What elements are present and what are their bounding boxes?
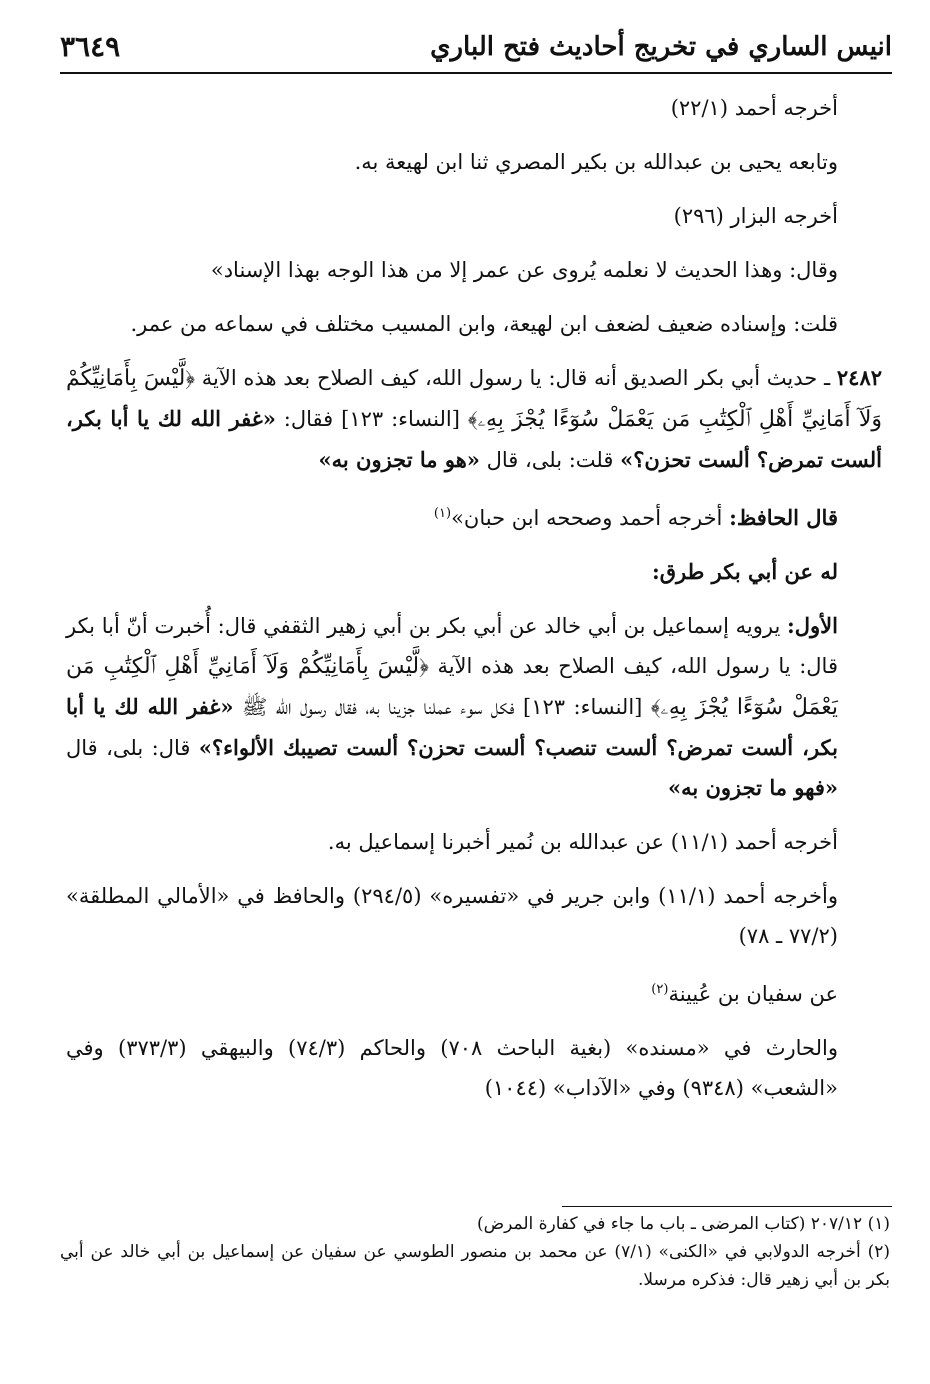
text-line: أخرجه أحمد (٢٢/١)	[670, 96, 838, 120]
hadith-intro: ـ حديث أبي بكر الصديق أنه قال: يا رسول الله، كيف الصلاح بعد هذه الآية	[201, 366, 831, 390]
hadith-said: فقال:	[283, 407, 334, 431]
main-text	[66, 88, 883, 1108]
hadith-number: ٢٤٨٢	[836, 365, 883, 390]
first-label: الأول:	[787, 613, 838, 638]
footnote	[60, 1210, 890, 1238]
hadith-quote: «غفر الله لك يا أبا بكر، ألست تمرض؟ ألست تنصب؟ ألست تحزن؟ ألست تصيبك الألواء؟»	[66, 694, 838, 760]
quran-verse: ﴿لَّيْسَ بِأَمَانِيِّكُمْ وَلَآ أَمَانِيِّ أَهْلِ ٱلْكِتَٰبِ مَن يَعْمَلْ سُوٓءًا يُجْزَ بِهِۦ﴾	[66, 654, 838, 720]
first-text: يرويه إسماعيل بن أبي خالد عن أبي بكر بن أبي زهير الثقفي قال: أُخبرت أنّ أبا بكر قال: يا رسول الله، كيف الصلاح بعد هذه الآية	[66, 614, 838, 678]
footnote-marker: (١)	[433, 506, 452, 521]
verse-reference: [النساء: ١٢٣]	[341, 407, 460, 431]
footnote-number: (٢)	[867, 1242, 891, 1262]
takhrij-line: وأخرجه أحمد (١١/١) وابن جرير في «تفسيره» (٢٩٤/٥) والحافظ في «الأمالي المطلقة» (٧٧/٢ ـ ٧٨)	[66, 884, 839, 948]
footnote	[60, 1238, 890, 1294]
hafiz-paragraph	[66, 494, 838, 538]
section-heading: له عن أبي بكر طرق:	[652, 559, 838, 584]
takhrij-line: أخرجه أحمد (١١/١) عن عبدالله بن نُمير أخبرنا إسماعيل به.	[327, 830, 838, 854]
running-header	[60, 28, 892, 74]
footnote-marker: (٢)	[651, 982, 669, 997]
takhrij-text: عن سفيان بن عُيينة	[668, 982, 838, 1006]
book-title: انيس الساري في تخريج أحاديث فتح الباري	[430, 32, 892, 62]
text-line: وقال: وهذا الحديث لا نعلمه يُروى عن عمر إلا من هذا الوجه بهذا الإسناد»	[210, 258, 838, 282]
footnote-text: ٢٠٧/١٢ (كتاب المرضى ـ باب ما جاء في كفارة المرض)	[476, 1214, 863, 1234]
first-text: [النساء: ١٢٣] فكل سوء عملنا جزينا به، فقال رسول الله ﷺ	[241, 695, 643, 719]
hadith-quote: «فهو ما تجزون به»	[667, 775, 838, 800]
hadith-reply: قلت: بلى، قال	[486, 448, 614, 472]
quran-verse: ﴿لَّيْسَ بِأَمَانِيِّكُمْ وَلَآ أَمَانِيِّ أَهْلِ ٱلْكِتَٰبِ مَن يَعْمَلْ سُوٓءًا يُجْزَ بِهِۦ﴾	[66, 366, 882, 432]
footnote-divider	[562, 1206, 892, 1207]
text-line: قلت: وإسناده ضعيف لضعف ابن لهيعة، وابن المسيب مختلف في سماعه من عمر.	[130, 312, 838, 336]
text-line: أخرجه البزار (٢٩٦)	[673, 204, 838, 228]
page-number: ٣٦٤٩	[60, 30, 121, 63]
hadith-quote: «غفر الله لك يا أبا بكر، ألست تمرض؟ ألست تحزن؟»	[66, 406, 882, 472]
takhrij-line	[66, 970, 838, 1014]
hafiz-label: قال الحافظ:	[729, 505, 838, 530]
first-route-paragraph	[66, 606, 838, 808]
hadith-quote: «هو ما تجزون به»	[318, 447, 480, 472]
text-line: وتابعه يحيى بن عبدالله بن بكير المصري ثنا ابن لهيعة به.	[354, 150, 838, 174]
hafiz-text: أخرجه أحمد وصححه ابن حبان»	[451, 506, 723, 530]
hadith-paragraph	[66, 358, 882, 480]
footnote-number: (١)	[867, 1214, 890, 1234]
takhrij-line: والحارث في «مسنده» (بغية الباحث ٧٠٨) والحاكم (٧٤/٣) والبيهقي (٣٧٣/٣) وفي «الشعب» (٩٣٤٨) وفي «الآداب» (١٠٤٤)	[66, 1036, 838, 1100]
footnotes	[60, 1210, 890, 1294]
footnote-text: أخرجه الدولابي في «الكنى» (٧/١) عن محمد بن منصور الطوسي عن سفيان عن إسماعيل بن أبي خالد عن أبي بكر بن أبي زهير قال: فذكره مرسلا.	[60, 1242, 890, 1290]
first-text: قال: بلى، قال	[66, 736, 191, 760]
